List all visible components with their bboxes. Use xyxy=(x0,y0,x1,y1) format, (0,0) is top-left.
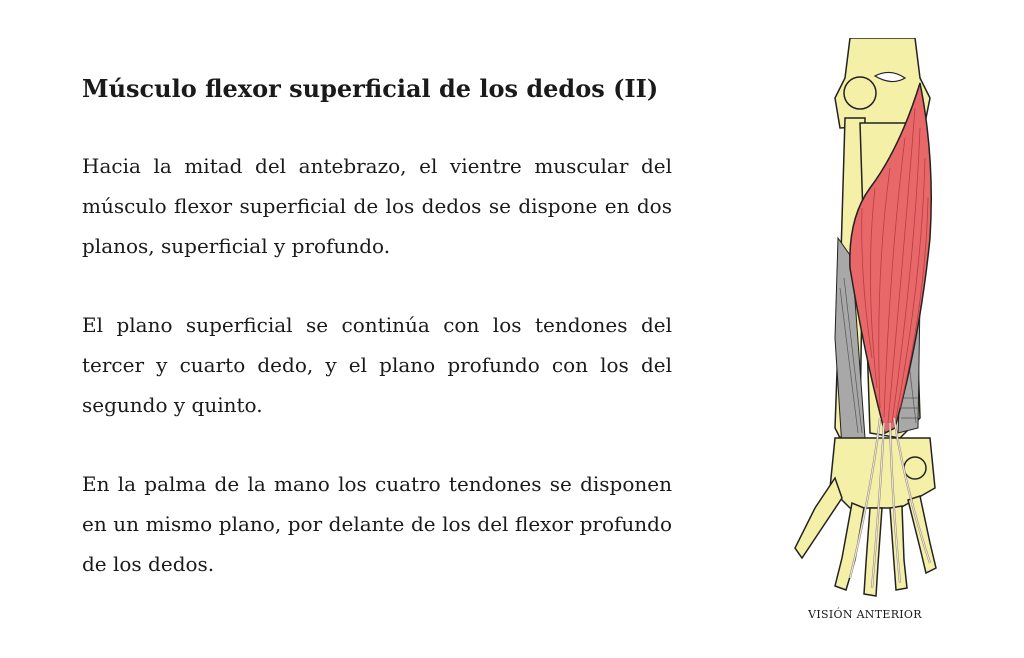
paragraph-1: Hacia la mitad del antebrazo, el vientre muscular del músculo flexor superficial de los dedos se dispone en dos planos, superficial y profundo. xyxy=(82,154,672,258)
forearm-illustration xyxy=(780,38,950,598)
page-title: Músculo flexor superficial de los dedos (II) xyxy=(82,74,659,103)
thumb xyxy=(795,478,842,558)
paragraph-2: El plano superficial se continúa con los tendones del tercer y cuarto dedo, y el plano profundo con los del segundo y quinto. xyxy=(82,313,672,417)
text-column xyxy=(82,72,672,623)
elbow-condyle xyxy=(844,77,876,109)
paragraph-3: En la palma de la mano los cuatro tendones se disponen en un mismo plano, por delante de los del flexor profundo de los dedos. xyxy=(82,472,672,576)
pisiform-bone xyxy=(904,457,926,479)
figure-caption: VISIÓN ANTERIOR xyxy=(808,608,922,621)
